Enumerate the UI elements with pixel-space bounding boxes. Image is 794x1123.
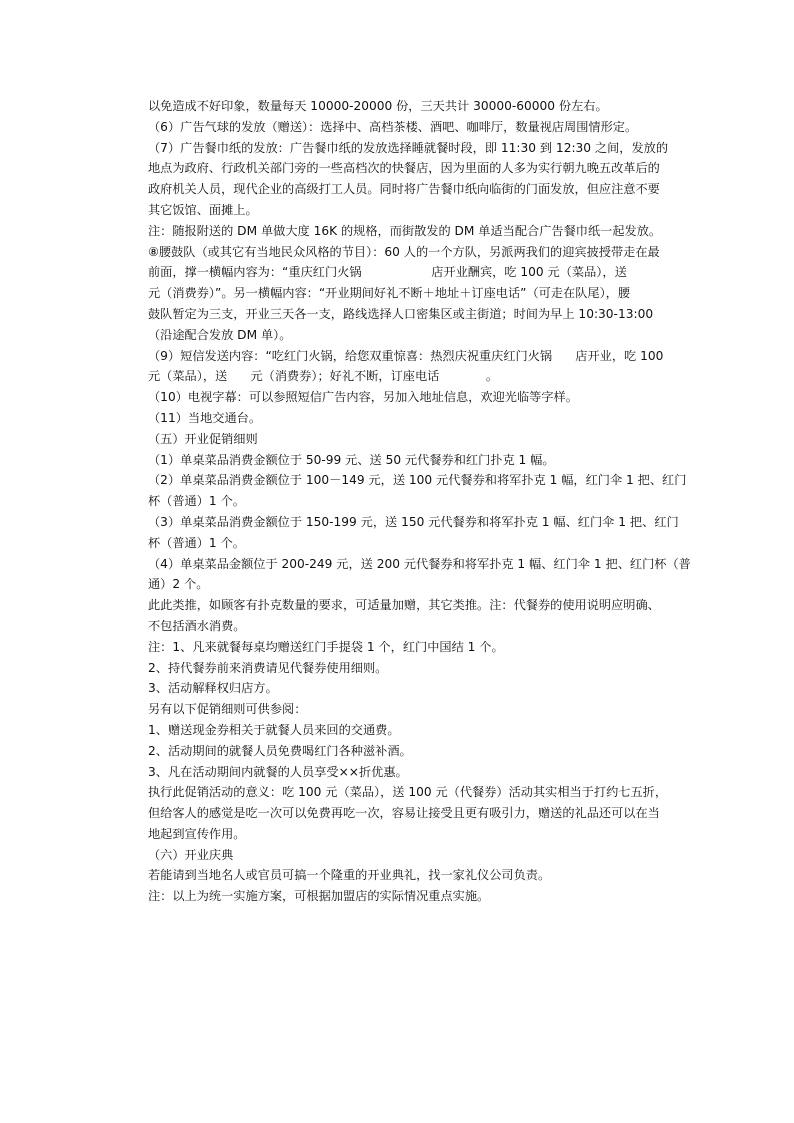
text-line: 注：以上为统一实施方案，可根据加盟店的实际情况重点实施。 bbox=[148, 889, 490, 904]
text-line: 若能请到当地名人或官员可搞一个隆重的开业典礼，找一家礼仪公司负责。 bbox=[148, 868, 551, 883]
text-line: （7）广告餐巾纸的发放：广告餐巾纸的发放选择睡就餐时段，即 11:30 到 12:30 之间，发放的 bbox=[148, 140, 669, 155]
text-line: 另有以下促销细则可供参阅： bbox=[148, 702, 307, 717]
text-line: 1、赠送现金券相关于就餐人员来回的交通费。 bbox=[148, 722, 400, 737]
text-line: （10）电视字幕：可以参照短信广告内容，另加入地址信息，欢迎光临等字样。 bbox=[148, 390, 578, 405]
text-line: （3）单桌菜品消费金额位于 150-199 元，送 150 元代餐券和将军扑克 1 幅、红门伞 1 把、红门 bbox=[148, 514, 679, 529]
section-heading: （六）开业庆典 bbox=[148, 847, 234, 862]
text-line: （4）单桌菜品金额位于 200-249 元，送 200 元代餐券和将军扑克 1 幅、红门伞 1 把、红门杯（普 bbox=[148, 556, 691, 571]
text-line: （11）当地交通台。 bbox=[148, 410, 262, 425]
text-line: （9）短信发送内容：“吃红门火锅，给您双重惊喜：热烈庆祝重庆红门火锅 店开业，吃 100 bbox=[148, 348, 664, 363]
text-line: 鼓队暂定为三支，开业三天各一支，路线选择人口密集区或主街道；时间为早上 10:30-13:00 bbox=[148, 306, 654, 321]
text-line: 执行此促销活动的意义：吃 100 元（菜品），送 100 元（代餐券）活动其实相当于打约七五折， bbox=[148, 785, 668, 800]
text-line: 杯（普通）1 个。 bbox=[148, 494, 245, 509]
text-line: ⑧腰鼓队（或其它有当地民众风格的节目）：60 人的一个方队，另派两我们的迎宾披授带走在最 bbox=[148, 244, 660, 259]
text-line: （2）单桌菜品消费金额位于 100－149 元，送 100 元代餐券和将军扑克 1 幅，红门伞 1 把、红门 bbox=[148, 473, 687, 488]
text-line: 2、活动期间的就餐人员免费喝红门各种滋补酒。 bbox=[148, 743, 412, 758]
text-line: 2、持代餐券前来消费请见代餐券使用细则。 bbox=[148, 660, 388, 675]
text-line: 3、凡在活动期间内就餐的人员享受××折优惠。 bbox=[148, 764, 408, 779]
text-line: 元（菜品），送 元（消费券）；好礼不断，订座电话 。 bbox=[148, 369, 499, 384]
section-heading: （五）开业促销细则 bbox=[148, 431, 258, 446]
document-page bbox=[148, 96, 691, 907]
text-line: 通）2 个。 bbox=[148, 577, 209, 592]
text-line: 但给客人的感觉是吃一次可以免费再吃一次，容易让接受且更有吸引力，赠送的礼品还可以在当 bbox=[148, 806, 660, 821]
text-line: 不包括酒水消费。 bbox=[148, 618, 246, 633]
text-line: 注：1、凡来就餐每桌均赠送红门手提袋 1 个，红门中国结 1 个。 bbox=[148, 639, 504, 654]
text-line: 以免造成不好印象，数量每天 10000-20000 份，三天共计 30000-60000 份左右。 bbox=[148, 99, 608, 113]
text-line: 杯（普通）1 个。 bbox=[148, 535, 245, 550]
text-line: 3、活动解释权归店方。 bbox=[148, 681, 278, 696]
text-line: 前面，撑一横幅内容为：“重庆红门火锅 店开业酬宾，吃 100 元（菜品），送 bbox=[148, 265, 627, 280]
text-line: （6）广告气球的发放（赠送）：选择中、高档茶楼、酒吧、咖啡厅，数量视店周围情形定。 bbox=[148, 119, 638, 134]
text-line: 其它饭馆、面摊上。 bbox=[148, 202, 258, 217]
text-line: （1）单桌菜品消费金额位于 50-99 元、送 50 元代餐券和红门扑克 1 幅。 bbox=[148, 452, 555, 467]
text-line: 地点为政府、行政机关部门旁的一些高档次的快餐店，因为里面的人多为实行朝九晚五改革后的 bbox=[148, 161, 660, 176]
text-line: 地起到宣传作用。 bbox=[148, 826, 246, 841]
text-line: （沿途配合发放 DM 单）。 bbox=[148, 327, 292, 342]
text-line: 政府机关人员，现代企业的高级打工人员。同时将广告餐巾纸向临街的门面发放，但应注意不要 bbox=[148, 182, 660, 197]
text-line: 此此类推，如顾客有扑克数量的要求，可适量加赠，其它类推。注：代餐券的使用说明应明确、 bbox=[148, 598, 660, 613]
text-line: 元（消费券）”。另一横幅内容：“开业期间好礼不断＋地址＋订座电话”（可走在队尾），腰 bbox=[148, 286, 631, 301]
text-line: 注：随报附送的 DM 单做大度 16K 的规格，而街散发的 DM 单适当配合广告餐巾纸一起发放。 bbox=[148, 223, 662, 238]
